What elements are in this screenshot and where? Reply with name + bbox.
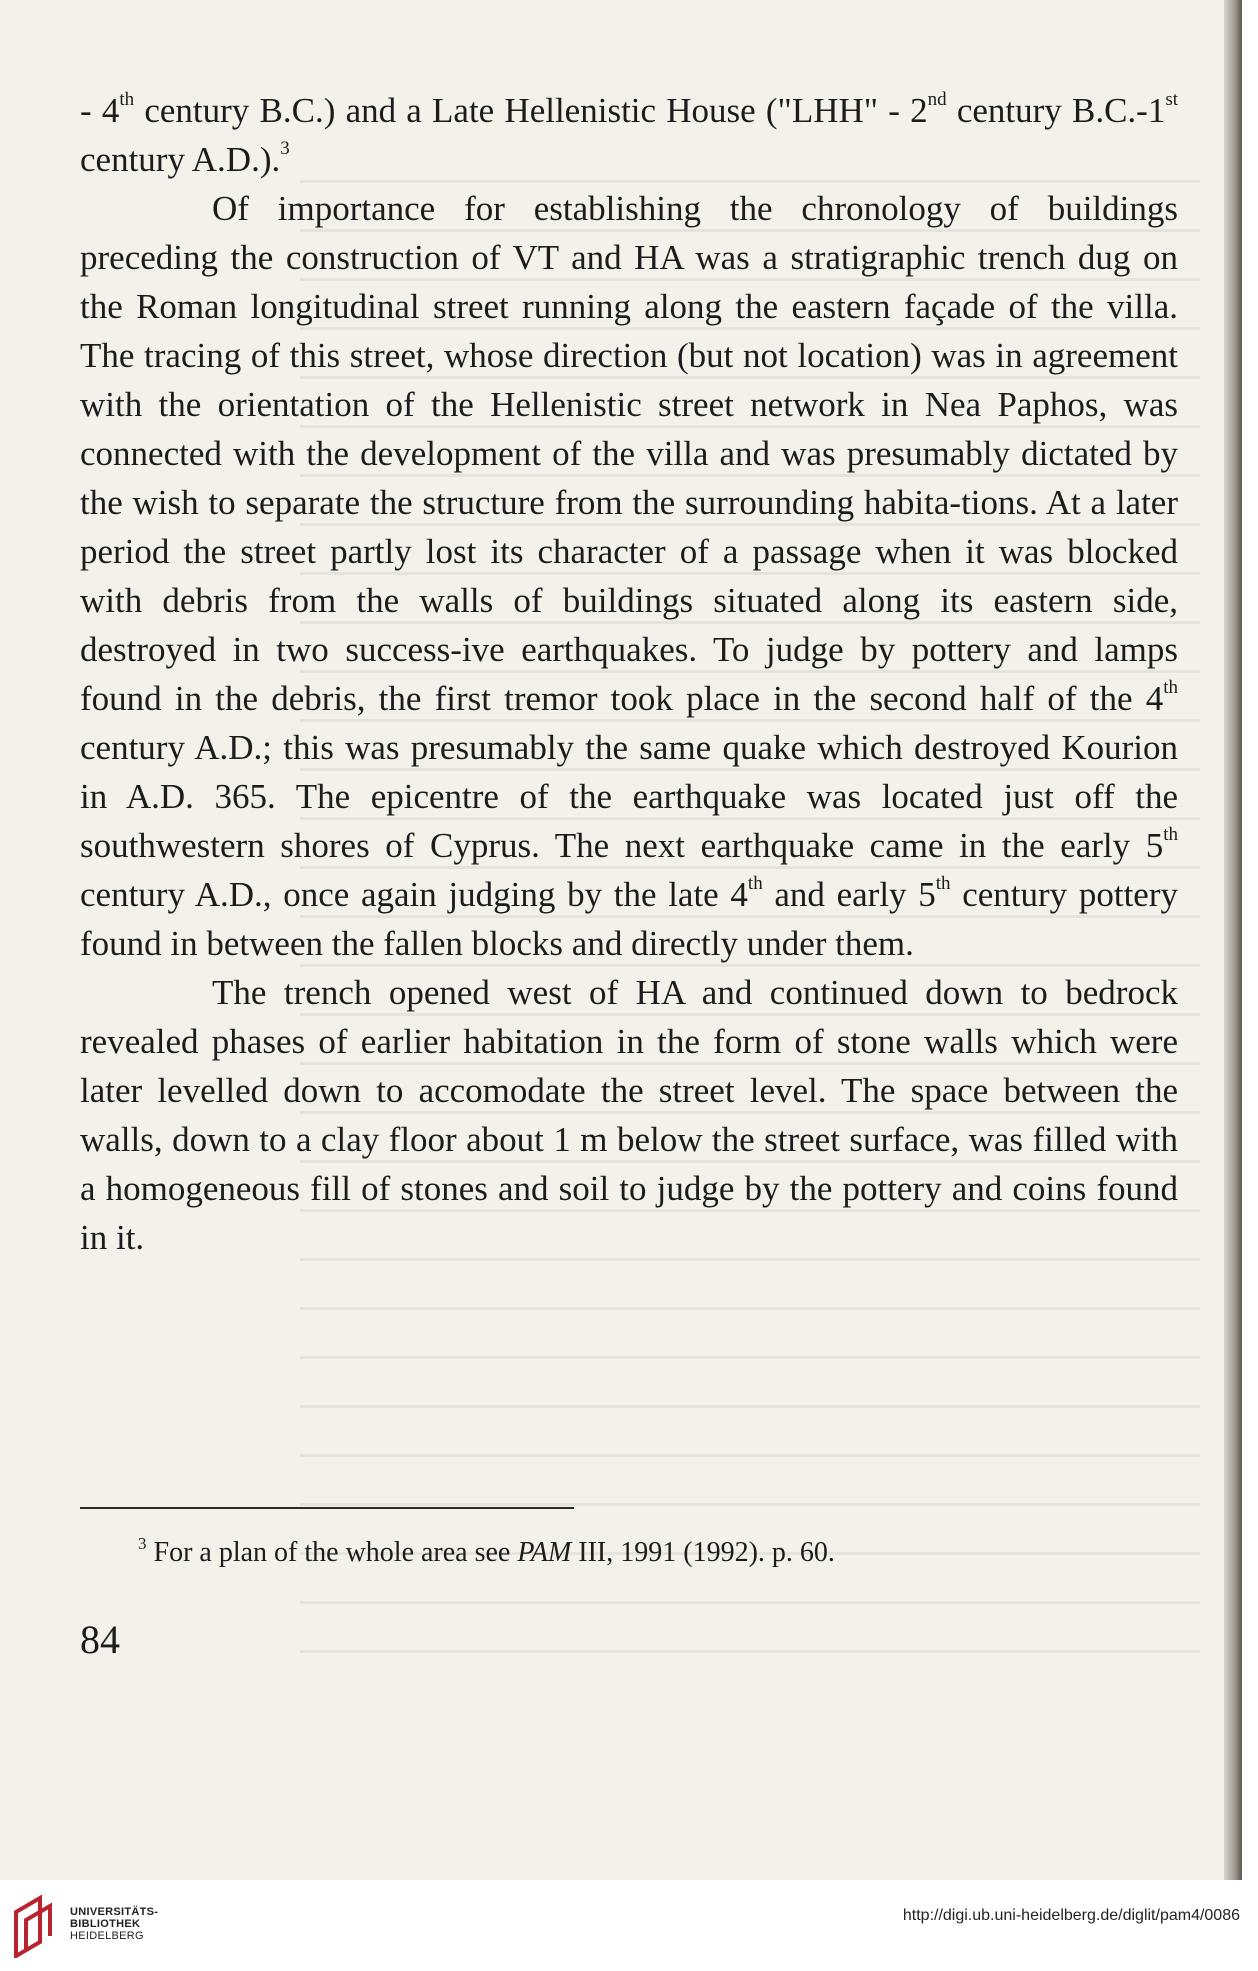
footer-bar — [0, 1880, 1258, 1971]
footnote: $^3$ For a plan of the whole area see PAM III, 1991 (1992). p. 60. — [138, 1534, 835, 1568]
paragraph-3: The trench opened west of HA and continued down to bedrock revealed phases of earlier habitation in the form of stone walls which were later levelled down to accomodate the street level. The space between the walls, down to a clay floor about 1 m below the street surface, was filled with a homogeneous fill of stones and soil to judge by the pottery and coins found in it. — [80, 973, 1178, 1257]
body-text — [80, 86, 1178, 1262]
journal-title: PAM — [517, 1537, 572, 1568]
footnote-divider — [80, 1507, 574, 1509]
library-logo-icon[interactable] — [10, 1894, 60, 1958]
library-logo-text: UNIVERSITÄTS- BIBLIOTHEK HEIDELBERG — [70, 1906, 159, 1942]
page-number: 84 — [80, 1617, 120, 1662]
paragraph-2: Of importance for establishing the chronology of buildings preceding the construction of VT and HA was a stratigraphic trench dug on the Roman longitudinal street running along the eastern façade of the villa. The tracing of this street, whose direction (but not location) was in agreement with the orientation of the Hellenistic street network in Nea Paphos, was connected with the development of the villa and was presumably dictated by the wish to separate the structure from the surrounding habita-tions. At a later period the street partly lost its character of a passage when it was blocked with debris from the walls of buildings situated along its eastern side, destroyed in two success-ive earthquakes. To judge by pottery and lamps found in the debris, the first tremor took place in the second half of the 4th century A.D.; this was presumably the same quake which destroyed Kourion in A.D. 365. The epicentre of the earthquake was located just off the southwestern shores of Cyprus. The next earthquake came in the early 5th century A.D., once again judging by the late 4th and early 5th century pottery found in between the fallen blocks and directly under them. — [80, 189, 1178, 963]
source-url-link[interactable]: http://digi.ub.uni-heidelberg.de/diglit/pam4/0086 — [902, 1907, 1240, 1924]
footnote-reference[interactable]: 3 — [280, 138, 290, 159]
footnote-marker: 3 — [138, 1534, 147, 1553]
paragraph-1: - 4th century B.C.) and a Late Hellenistic House ("LHH" - 2nd century B.C.-1st century A.D.).$^3$ — [80, 89, 1179, 179]
book-edge-shadow — [1224, 0, 1242, 1880]
